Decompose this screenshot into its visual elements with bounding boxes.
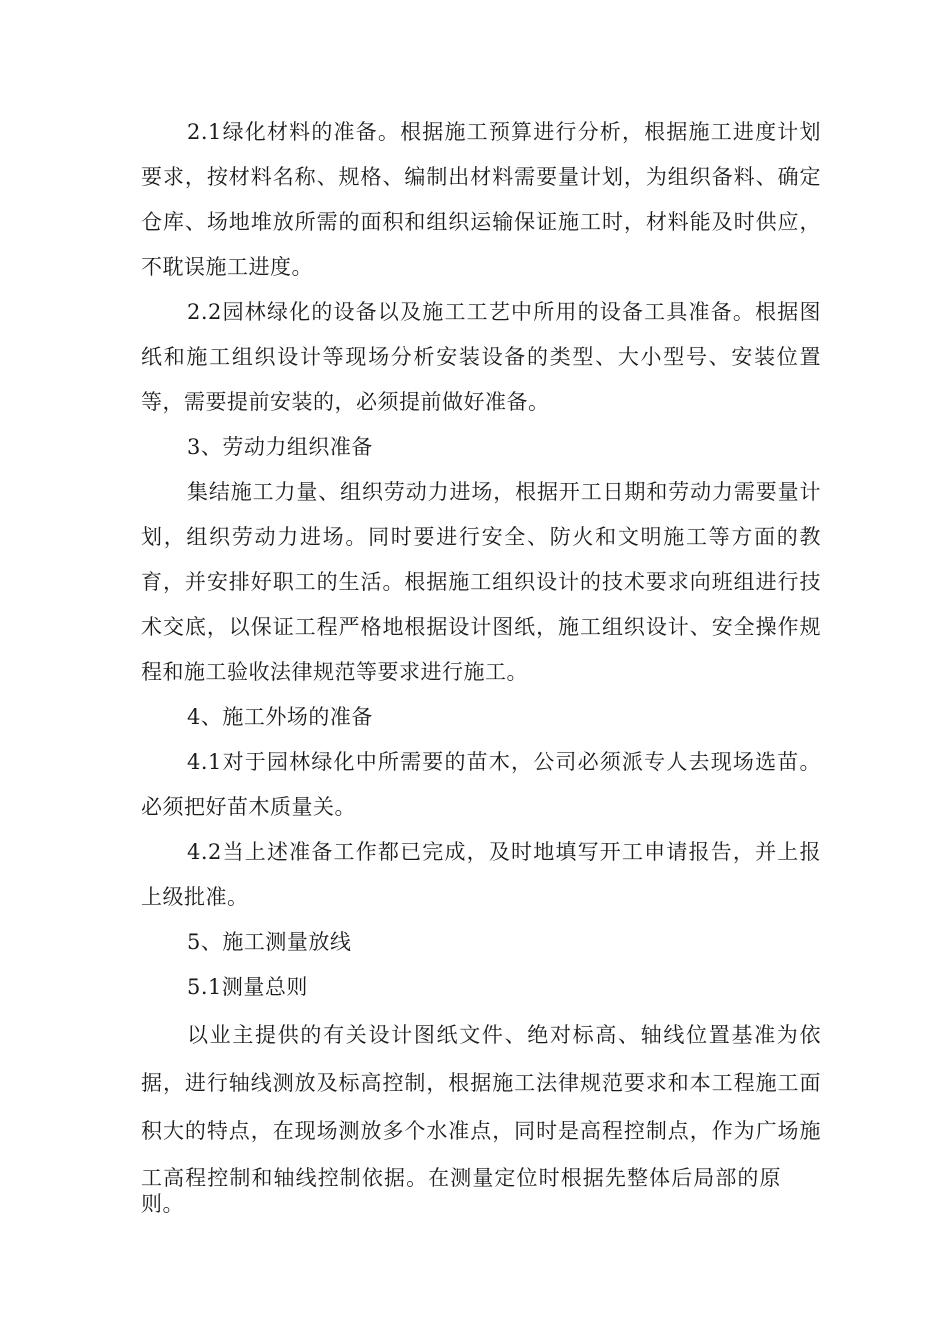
text-line: 育，并安排好职工的生活。根据施工组织设计的技术要求向班组进行技 [141, 570, 821, 594]
section-heading: 5、施工测量放线 [187, 930, 352, 954]
text-line: 上级批准。 [141, 885, 249, 909]
section-heading: 4、施工外场的准备 [187, 705, 373, 729]
text-line: 程和施工验收法律规范等要求进行施工。 [141, 660, 528, 684]
text-line: 4.2当上述准备工作都已完成，及时地填写开工申请报告，并上报 [187, 840, 821, 864]
text-line: 工高程控制和轴线控制依据。在测量定位时根据先整体后局部的原 [141, 1166, 781, 1190]
text-line: 纸和施工组织设计等现场分析安装设备的类型、大小型号、安装位置 [141, 345, 821, 369]
text-line: 术交底，以保证工程严格地根据设计图纸，施工组织设计、安全操作规 [141, 615, 821, 639]
text-line: 集结施工力量、组织劳动力进场，根据开工日期和劳动力需要量计 [187, 480, 821, 504]
text-line: 必须把好苗木质量关。 [141, 795, 356, 819]
text-line: 不耽误施工进度。 [141, 255, 313, 279]
text-line: 以业主提供的有关设计图纸文件、绝对标高、轴线位置基准为依 [187, 1023, 821, 1047]
text-line: 积大的特点，在现场测放多个水准点，同时是高程控制点，作为广场施 [141, 1119, 821, 1143]
text-line: 要求，按材料名称、规格、编制出材料需要量计划，为组织备料、确定 [141, 165, 821, 189]
text-line: 4.1对于园林绿化中所需要的苗木，公司必须派专人去现场选苗。 [187, 750, 821, 774]
text-line: 等，需要提前安装的，必须提前做好准备。 [141, 390, 550, 414]
subsection-heading: 5.1测量总则 [187, 975, 308, 999]
text-line: 2.2园林绿化的设备以及施工工艺中所用的设备工具准备。根据图 [187, 300, 821, 324]
section-heading: 3、劳动力组织准备 [187, 435, 373, 459]
text-line: 则。 [141, 1192, 184, 1216]
text-line: 据，进行轴线测放及标高控制，根据施工法律规范要求和本工程施工面 [141, 1071, 821, 1095]
text-line: 2.1绿化材料的准备。根据施工预算进行分析，根据施工进度计划 [187, 120, 821, 144]
text-line: 划，组织劳动力进场。同时要进行安全、防火和文明施工等方面的教 [141, 525, 821, 549]
text-line: 仓库、场地堆放所需的面积和组织运输保证施工时，材料能及时供应， [141, 210, 821, 234]
